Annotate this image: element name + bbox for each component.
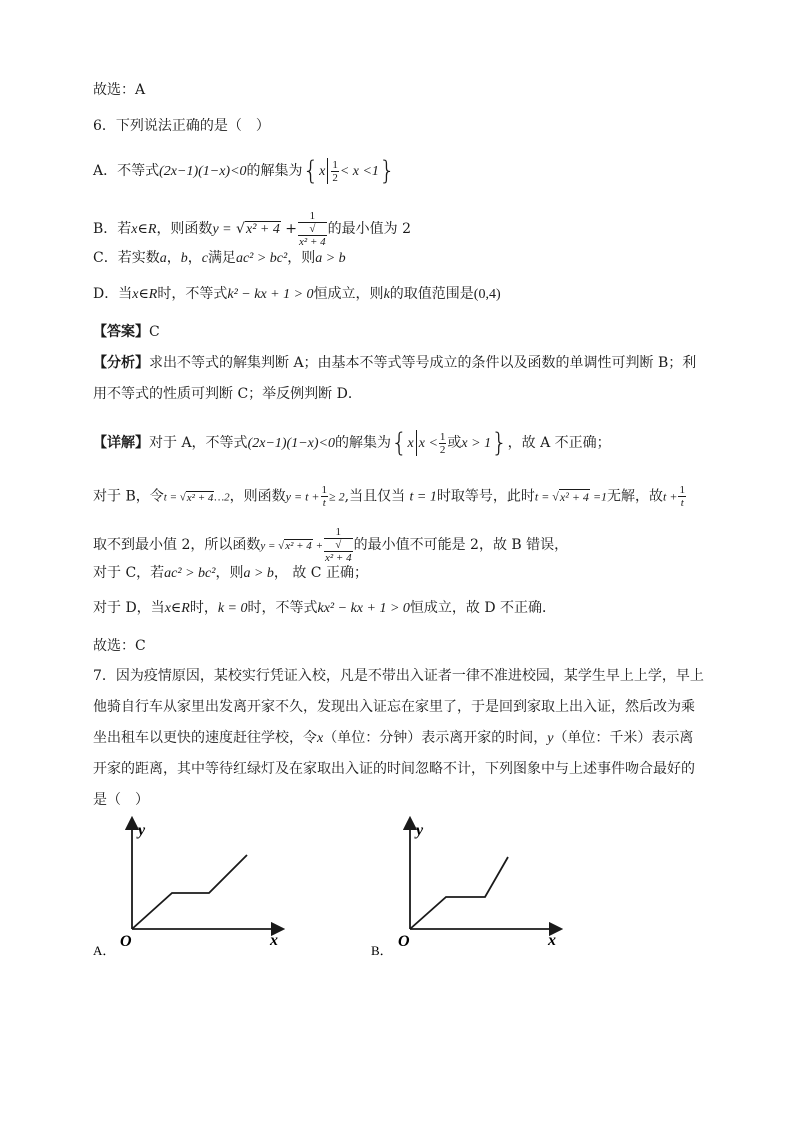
q6-a-fraction: $\frac{1}{2}$	[332, 158, 338, 184]
detail-line-5: 对于 D，当x∈R时，k = 0时，不等式kx² − kx + 1 > 0恒成立，故 D 不正确．	[93, 600, 557, 616]
detail-line-4: 对于 C，若ac² > bc²，则a > b， 故 C 正确；	[93, 565, 368, 581]
answer-line: 【答案】C	[93, 324, 160, 340]
graph-b	[366, 815, 576, 965]
graph-a	[88, 815, 298, 965]
q6-a-expr: (2x−1)(1−x)<0	[159, 164, 247, 179]
q6-option-b: B．若x∈R，则函数y = √x² + 4 + 1 √ x² + 4 的最小值为 2	[93, 210, 411, 248]
q7-line-3: 坐出租车以更快的速度赶往学校，令x（单位：分钟）表示离开家的时间，y（单位：千米）表示离	[93, 730, 694, 746]
graph-a-x-label: x	[270, 932, 278, 949]
graph-b-curve	[410, 857, 508, 929]
final-answer: 故选：C	[93, 638, 146, 654]
graph-a-origin: O	[120, 933, 132, 950]
question-6-stem: 6．下列说法正确的是（ ）	[93, 118, 270, 134]
graph-a-y-label: y	[138, 822, 146, 839]
detail-line-2: 对于 B，令t = √x² + 4…2，则函数y = t + $\frac{1}{t}$ ≥ 2,当且仅当 t = 1时取等号，此时t = √x² + 4 =1无解，故t + $\frac{1}{t}$	[93, 484, 685, 509]
analysis-line-2: 用不等式的性质可判断 C；举反例判断 D．	[93, 386, 362, 402]
detail-tag: 【详解】	[93, 435, 149, 451]
q7-line-2: 他骑自行车从家里出发离开家不久，发现出入证忘在家里了，于是回到家取上出入证，然后改为乘	[93, 699, 695, 715]
graph-b-label: B．	[371, 943, 393, 958]
q7-line-4: 开家的距离，其中等待红绿灯及在家取出入证的时间忽略不计，下列图象中与上述事件吻合最好的	[93, 761, 695, 777]
q6-b-fraction: 1 √ x² + 4	[299, 210, 326, 248]
graph-b-x-label: x	[548, 932, 556, 949]
q6-option-c: C．若实数a，b，c满足ac² > bc²，则a > b	[93, 250, 346, 266]
analysis-line-1: 【分析】求出不等式的解集判断 A；由基本不等式等号成立的条件以及函数的单调性可判断 B；利	[93, 355, 697, 371]
detail-line-1: 【详解】对于 A，不等式(2x−1)(1−x)<0的解集为{x x < $\frac{1}{2}$ 或x > 1}，故 A 不正确；	[93, 428, 611, 458]
previous-answer: 故选：A	[93, 82, 146, 98]
graph-b-origin: O	[398, 933, 410, 950]
analysis-tag: 【分析】	[93, 355, 149, 371]
graph-a-curve	[132, 855, 247, 929]
detail-line-3: 取不到最小值 2，所以函数y = √x² + 4 + 1 √ x² + 4 的最小值不可能是 2，故 B 错误，	[93, 526, 569, 564]
q7-line-1: 7．因为疫情原因，某校实行凭证入校，凡是不带出入证者一律不准进校园，某学生早上上学，早上	[93, 668, 704, 684]
q6-option-d: D．当x∈R时，不等式k² − kx + 1 > 0恒成立，则k的取值范围是(0,4)	[93, 286, 501, 302]
q7-line-5: 是（ ）	[93, 792, 149, 808]
answer-tag: 【答案】	[93, 324, 149, 340]
graph-b-y-label: y	[416, 822, 424, 839]
graph-a-label: A．	[93, 943, 116, 958]
q6-option-a: A．不等式(2x−1)(1−x)<0的解集为{x $\frac{1}{2}$ < x <1}	[93, 156, 396, 186]
